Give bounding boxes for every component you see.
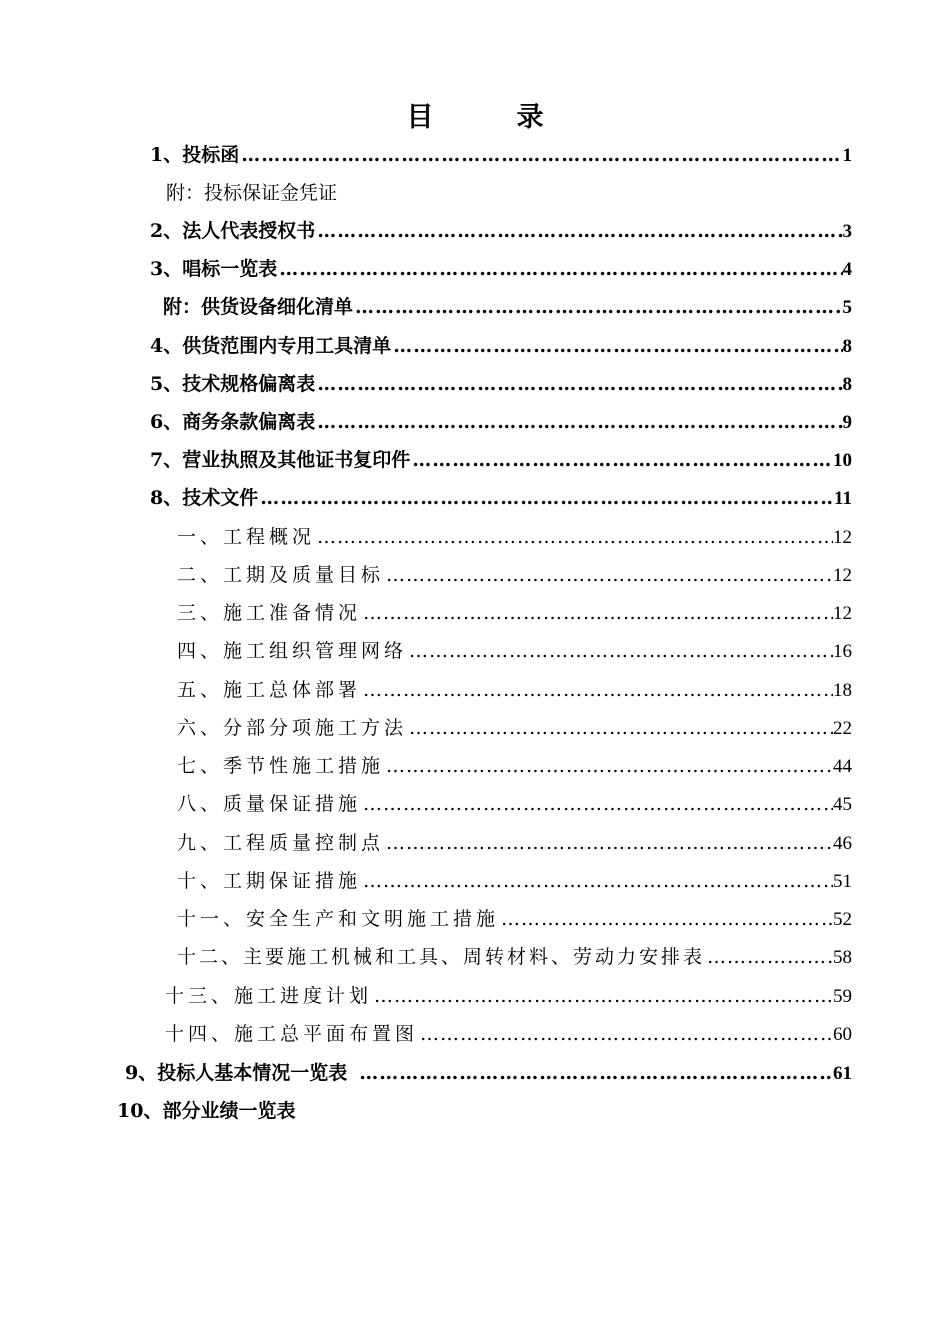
toc-entry-page: 8: [842, 374, 852, 395]
toc-entry[interactable]: [177, 673, 852, 707]
toc-entry-page: 22: [833, 718, 852, 739]
toc-entry[interactable]: [150, 481, 852, 515]
toc-entry[interactable]: [177, 826, 852, 860]
toc-entry-page: 8: [842, 336, 852, 357]
dot-leader: [315, 214, 842, 248]
toc-entry-page: 12: [833, 527, 852, 548]
toc-entry-label: 一、工程概况: [177, 526, 316, 548]
toc-entry-label: 四、施工组织管理网络: [177, 640, 408, 662]
dot-leader: [372, 979, 833, 1013]
dot-leader: [315, 367, 842, 401]
toc-entry-label: 九、工程质量控制点: [177, 832, 385, 854]
toc-entry[interactable]: [177, 634, 852, 668]
dot-leader: [361, 673, 833, 707]
toc-entry-page: 60: [833, 1024, 852, 1045]
toc-entry-label: 9、投标人基本情况一览表: [125, 1062, 348, 1084]
toc-entry-label: 附：投标保证金凭证: [166, 182, 338, 204]
toc-entry-label: 二、工期及质量目标: [177, 564, 385, 586]
toc-entry[interactable]: [150, 329, 852, 363]
toc-entry-label: 4、供货范围内专用工具清单: [150, 335, 392, 357]
toc-entry-page: 3: [842, 221, 852, 242]
toc-entry-label: 六、分部分项施工方法: [177, 717, 408, 739]
toc-entry-page: 51: [833, 871, 852, 892]
toc-entry-label: 8、技术文件: [150, 487, 259, 509]
toc-entry[interactable]: [165, 1017, 852, 1051]
toc-entry-label: 3、唱标一览表: [150, 258, 278, 280]
dot-leader: [239, 138, 842, 172]
toc-entry[interactable]: [177, 711, 852, 745]
toc-entry-page: 59: [833, 986, 852, 1007]
dot-leader: [705, 940, 833, 974]
toc-entry[interactable]: [177, 787, 852, 821]
toc-entry[interactable]: [150, 252, 852, 286]
toc-entry[interactable]: [177, 596, 852, 630]
dot-leader: [361, 864, 833, 898]
dot-leader: [347, 1056, 833, 1090]
toc-entry[interactable]: [150, 138, 852, 172]
toc-entry-label: 五、施工总体部署: [177, 679, 362, 701]
toc-entry-page: 4: [842, 259, 852, 280]
toc-entry[interactable]: [177, 902, 852, 936]
dot-leader: [258, 481, 834, 515]
toc-entry-label: 三、施工准备情况: [177, 602, 362, 624]
toc-entry-label: 7、营业执照及其他证书复印件: [150, 449, 411, 471]
toc-entry[interactable]: [177, 940, 852, 974]
toc-entry-label: 七、季节性施工措施: [177, 755, 385, 777]
toc-entry-page: 12: [833, 603, 852, 624]
dot-leader: [315, 520, 833, 554]
toc-entry-page: 11: [834, 488, 852, 509]
dot-leader: [499, 902, 833, 936]
toc-entry[interactable]: [163, 290, 852, 324]
toc-entry-page: 45: [833, 794, 852, 815]
toc-entry-page: 44: [833, 756, 852, 777]
dot-leader: [410, 443, 833, 477]
toc-entry-label: 十二、主要施工机械和工具、周转材料、劳动力安排表: [177, 946, 706, 968]
toc-entry-label: 十三、施工进度计划: [165, 985, 373, 1007]
toc-entry-label: 八、质量保证措施: [177, 793, 362, 815]
toc-entry-page: 5: [842, 297, 852, 318]
toc-entry[interactable]: [150, 367, 852, 401]
toc-entry[interactable]: [177, 558, 852, 592]
toc-entry-page: 61: [833, 1063, 852, 1084]
dot-leader: [353, 290, 842, 324]
dot-leader: [407, 634, 833, 668]
toc-entry: [166, 176, 337, 210]
toc-entry-page: 1: [842, 145, 852, 166]
dot-leader: [418, 1017, 833, 1051]
toc-entry-label: 10、部分业绩一览表: [117, 1100, 296, 1122]
toc-entry-page: 10: [833, 450, 852, 471]
dot-leader: [391, 329, 842, 363]
toc-entry-label: 附：供货设备细化清单: [163, 296, 354, 318]
toc-entry[interactable]: [165, 979, 852, 1013]
toc-entry[interactable]: [125, 1056, 852, 1090]
toc-entry-label: 5、技术规格偏离表: [150, 373, 316, 395]
toc-entry[interactable]: [150, 405, 852, 439]
toc-entry-label: 2、法人代表授权书: [150, 220, 316, 242]
toc-entry[interactable]: [177, 520, 852, 554]
toc-entry[interactable]: [150, 443, 852, 477]
toc-entry-label: 6、商务条款偏离表: [150, 411, 316, 433]
toc-entry-label: 十、工期保证措施: [177, 870, 362, 892]
dot-leader: [361, 596, 833, 630]
toc-entry-label: 十四、施工总平面布置图: [165, 1023, 419, 1045]
toc-entry-label: 十一、安全生产和文明施工措施: [177, 908, 500, 930]
dot-leader: [315, 405, 842, 439]
toc-entry-page: 9: [842, 412, 852, 433]
toc-entry-label: 1、投标函: [150, 144, 240, 166]
toc-entry[interactable]: [177, 749, 852, 783]
dot-leader: [361, 787, 833, 821]
dot-leader: [277, 252, 842, 286]
toc-entry[interactable]: [117, 1094, 295, 1128]
toc-entry-page: 46: [833, 833, 852, 854]
toc-entry-page: 58: [833, 947, 852, 968]
toc-entry-page: 12: [833, 565, 852, 586]
toc-entry-page: 16: [833, 641, 852, 662]
page-title: 目 录: [406, 102, 572, 133]
toc-entry-page: 18: [833, 680, 852, 701]
dot-leader: [384, 558, 833, 592]
dot-leader: [384, 826, 833, 860]
dot-leader: [407, 711, 833, 745]
toc-entry[interactable]: [150, 214, 852, 248]
dot-leader: [384, 749, 833, 783]
toc-entry-page: 52: [833, 909, 852, 930]
toc-entry[interactable]: [177, 864, 852, 898]
